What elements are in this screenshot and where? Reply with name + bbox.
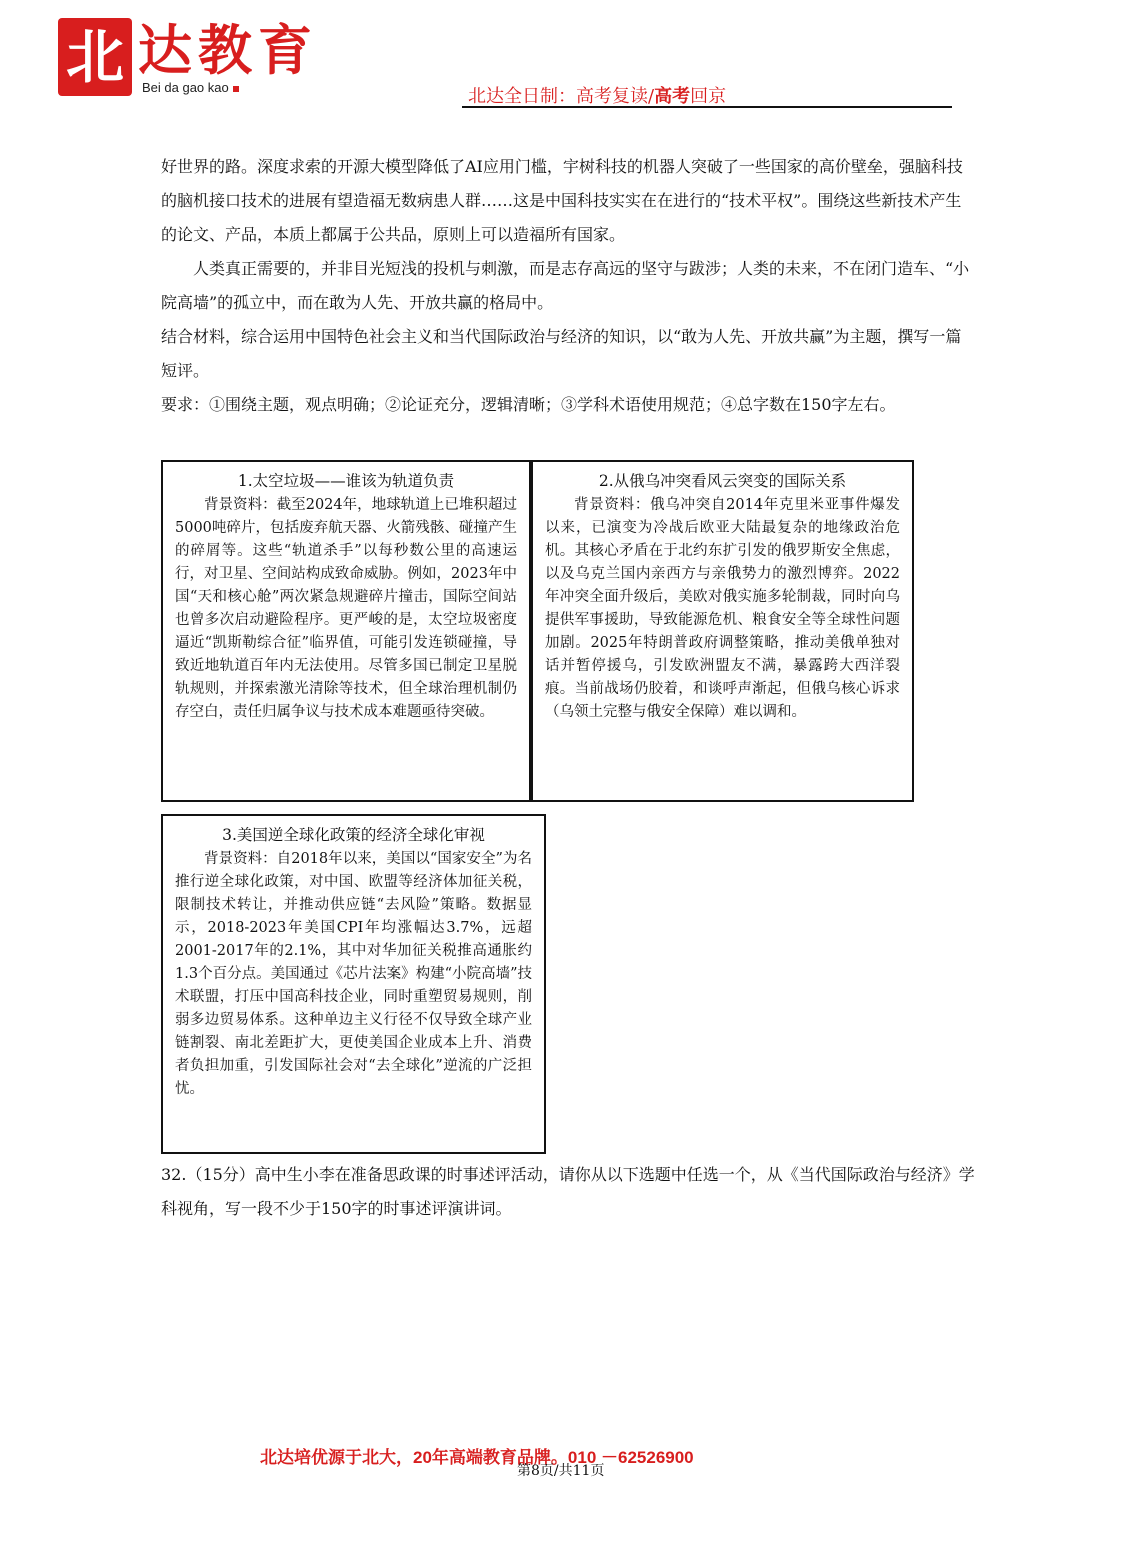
topic-background: 背景资料：截至2024年，地球轨道上已堆积超过5000吨碎片，包括废弃航天器、火箭残骸、碰撞产生的碎屑等。这些“轨道杀手”以每秒数公里的高速运行，对卫星、空间站构成致命威胁。例如，2023年中国“天和核心舱”两次紧急规避碎片撞击，国际空间站也曾多次启动避险程序。更严峻的是，太空垃圾密度逼近“凯斯勒综合征”临界值，可能引发连锁碰撞，导致近地轨道百年内无法使用。尽管多国已制定卫星脱轨规则，并探索激光清除等技术，但全球治理机制仍存空白，责任归属争议与技术成本难题亟待突破。 (175, 497, 517, 720)
logo-subtitle (142, 80, 239, 95)
topic-box-3 (161, 814, 546, 1154)
page-number: 第8页/共11页 (517, 1463, 605, 1479)
task-paragraph: 结合材料，综合运用中国特色社会主义和当代国际政治与经济的知识，以“敢为人先、开放共赢”为主题，撰写一篇短评。 (161, 327, 962, 380)
square-icon (233, 86, 239, 92)
logo-subtitle-text: Bei da gao kao (142, 80, 229, 95)
requirement-paragraph: 要求：①围绕主题，观点明确；②论证充分，逻辑清晰；③学科术语使用规范；④总字数在150字左右。 (161, 395, 896, 414)
topic-title: 1.太空垃圾——谁该为轨道负责 (237, 472, 455, 490)
topic-title: 3.美国逆全球化政策的经济全球化审视 (222, 826, 485, 844)
logo-badge (58, 18, 132, 96)
logo-char: 北 (65, 23, 124, 91)
header-slogan (468, 82, 726, 108)
topic-box-2 (531, 460, 914, 802)
footer-brand: 北达培优源于北大，20年高端教育品牌。010 －62526900 (260, 1448, 694, 1467)
material-paragraph-1: 好世界的路。深度求索的开源大模型降低了AI应用门槛，宇树科技的机器人突破了一些国家的高价壁垒，强脑科技的脑机接口技术的进展有望造福无数病患人群……这是中国科技实实在在进行的“技术平权”。围绕这些新技术产生的论文、产品，本质上都属于公共品，原则上可以造福所有国家。 (161, 157, 963, 244)
header-divider (462, 106, 952, 108)
topic-background: 背景资料：自2018年以来，美国以“国家安全”为名推行逆全球化政策，对中国、欧盟等经济体加征关税，限制技术转让，并推动供应链“去风险”策略。数据显示，2018-2023年美国CPI年均涨幅达3.7%，远超2001-2017年的2.1%，其中对华加征关税推高通胀约1.3个百分点。美国通过《芯片法案》构建“小院高墙”技术联盟，打压中国高科技企业，同时重塑贸易规则，削弱多边贸易体系。这种单边主义行径不仅导致全球产业链割裂、南北差距扩大，更使美国企业成本上升、消费者负担加重，引发国际社会对“去全球化”逆流的广泛担忧。 (175, 851, 532, 1097)
logo-title: 达教育 (138, 18, 318, 82)
slogan-bold: 高考 (654, 86, 691, 107)
question-32: 32.（15分）高中生小李在准备思政课的时事述评活动，请你从以下选题中任选一个，从《当代国际政治与经济》学科视角，写一段不少于150字的时事述评演讲词。 (161, 1165, 975, 1218)
slogan-prefix: 北达全日制：高考复读/ (468, 86, 655, 107)
topic-title: 2.从俄乌冲突看风云突变的国际关系 (598, 472, 847, 490)
topic-background: 背景资料：俄乌冲突自2014年克里米亚事件爆发以来，已演变为冷战后欧亚大陆最复杂的地缘政治危机。其核心矛盾在于北约东扩引发的俄罗斯安全焦虑，以及乌克兰国内亲西方与亲俄势力的激烈博弈。2022年冲突全面升级后，美欧对俄实施多轮制裁，同时向乌提供军事援助，导致能源危机、粮食安全等全球性问题加剧。2025年特朗普政府调整策略，推动美俄单独对话并暂停援乌，引发欧洲盟友不满，暴露跨大西洋裂痕。当前战场仍胶着，和谈呼声渐起，但俄乌核心诉求（乌领土完整与俄安全保障）难以调和。 (545, 497, 900, 720)
material-paragraph-2: 人类真正需要的，并非目光短浅的投机与刺激，而是志存高远的坚守与跋涉；人类的未来，不在闭门造车、“小院高墙”的孤立中，而在敢为人先、开放共赢的格局中。 (161, 259, 970, 312)
topic-box-1 (161, 460, 531, 802)
slogan-suffix: 回京 (690, 86, 727, 107)
